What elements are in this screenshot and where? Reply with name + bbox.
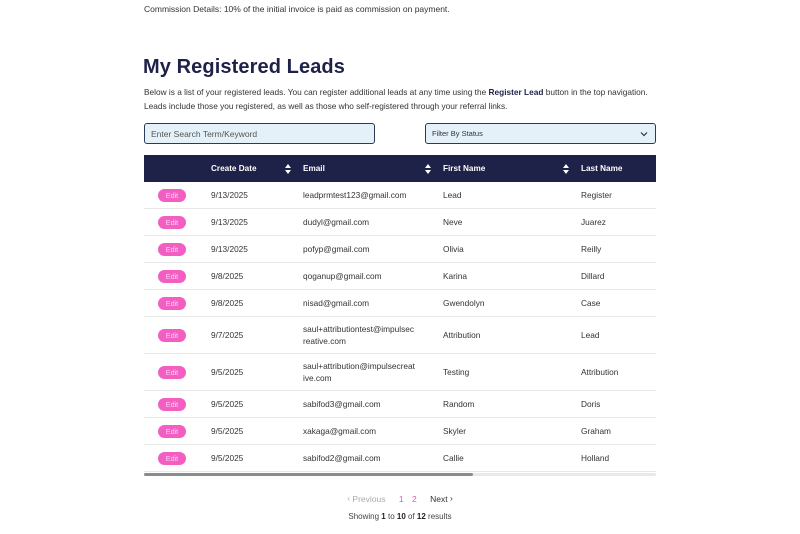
description-text-2: button in the top navigation. <box>543 87 648 97</box>
page-1-link[interactable]: 1 <box>398 493 404 504</box>
horizontal-scrollbar[interactable] <box>144 473 656 476</box>
last-name-cell: Juarez <box>581 209 656 236</box>
edit-button[interactable]: Edit <box>158 329 186 342</box>
last-name-cell: Dillard <box>581 263 656 290</box>
create-date-cell: 9/13/2025 <box>211 182 303 209</box>
email-cell: sabifod3@gmail.com <box>303 391 443 418</box>
commission-details: Commission Details: 10% of the initial invoice is paid as commission on payment. <box>144 4 450 14</box>
status-filter-value: Filter By Status <box>432 129 483 138</box>
edit-cell <box>144 290 211 317</box>
email-cell: pofyp@gmail.com <box>303 236 443 263</box>
page-title: My Registered Leads <box>143 56 345 78</box>
last-name-cell: Holland <box>581 445 656 472</box>
edit-cell <box>144 236 211 263</box>
pagination <box>0 493 800 504</box>
first-name-cell: Neve <box>443 209 581 236</box>
table-row <box>144 182 656 209</box>
sort-icon[interactable] <box>563 164 569 174</box>
create-date-cell: 9/5/2025 <box>211 354 303 391</box>
previous-page-button[interactable]: ‹ Previous <box>347 493 386 505</box>
edit-cell <box>144 182 211 209</box>
table-header-row <box>144 155 656 182</box>
email-cell: qoganup@gmail.com <box>303 263 443 290</box>
first-name-cell: Karina <box>443 263 581 290</box>
table-row <box>144 445 656 472</box>
first-name-cell: Gwendolyn <box>443 290 581 317</box>
first-name-cell: Olivia <box>443 236 581 263</box>
table-row <box>144 391 656 418</box>
edit-button[interactable]: Edit <box>158 216 186 229</box>
first-name-cell: Skyler <box>443 418 581 445</box>
edit-cell <box>144 317 211 354</box>
table-row <box>144 263 656 290</box>
edit-cell <box>144 418 211 445</box>
status-filter-select[interactable] <box>425 123 656 144</box>
last-name-cell: Lead <box>581 317 656 354</box>
edit-button[interactable]: Edit <box>158 398 186 411</box>
edit-cell <box>144 263 211 290</box>
page-2-link[interactable]: 2 <box>411 493 417 504</box>
edit-cell <box>144 209 211 236</box>
edit-cell <box>144 354 211 391</box>
sort-icon[interactable] <box>425 164 431 174</box>
edit-cell <box>144 391 211 418</box>
email-cell: leadprmtest123@gmail.com <box>303 182 443 209</box>
page-description <box>144 86 664 113</box>
create-date-cell: 9/13/2025 <box>211 236 303 263</box>
first-name-cell: Lead <box>443 182 581 209</box>
first-name-cell: Testing <box>443 354 581 391</box>
scrollbar-thumb[interactable] <box>144 473 473 476</box>
register-lead-reference: Register Lead <box>488 87 544 97</box>
sort-icon[interactable] <box>285 164 291 174</box>
edit-button[interactable]: Edit <box>158 425 186 438</box>
last-name-cell: Attribution <box>581 354 656 391</box>
email-cell: sabifod2@gmail.com <box>303 445 443 472</box>
last-name-cell: Graham <box>581 418 656 445</box>
create-date-cell: 9/8/2025 <box>211 290 303 317</box>
edit-button[interactable]: Edit <box>158 297 186 310</box>
table-row <box>144 354 656 391</box>
email-cell: saul+attributiontest@impulsec reative.com <box>303 317 443 354</box>
create-date-cell: 9/5/2025 <box>211 391 303 418</box>
create-date-cell: 9/5/2025 <box>211 445 303 472</box>
header-actions <box>144 155 211 182</box>
email-cell: dudyl@gmail.com <box>303 209 443 236</box>
create-date-cell: 9/5/2025 <box>211 418 303 445</box>
header-last-name: Last Name <box>581 155 656 182</box>
create-date-cell: 9/8/2025 <box>211 263 303 290</box>
search-input[interactable] <box>144 123 375 144</box>
last-name-cell: Case <box>581 290 656 317</box>
email-cell: saul+attribution@impulsecreat ive.com <box>303 354 443 391</box>
first-name-cell: Callie <box>443 445 581 472</box>
last-name-cell: Doris <box>581 391 656 418</box>
create-date-cell: 9/13/2025 <box>211 209 303 236</box>
last-name-cell: Reilly <box>581 236 656 263</box>
last-name-cell: Register <box>581 182 656 209</box>
email-cell: xakaga@gmail.com <box>303 418 443 445</box>
first-name-cell: Attribution <box>443 317 581 354</box>
edit-button[interactable]: Edit <box>158 270 186 283</box>
table-row <box>144 290 656 317</box>
description-line-2: Leads include those you registered, as well as those who self-registered through your referral links. <box>144 100 508 111</box>
table-row <box>144 236 656 263</box>
create-date-cell: 9/7/2025 <box>211 317 303 354</box>
header-first-name[interactable]: First Name <box>443 155 581 182</box>
edit-button[interactable]: Edit <box>158 189 186 202</box>
header-create-date[interactable]: Create Date <box>211 155 303 182</box>
edit-button[interactable]: Edit <box>158 243 186 256</box>
chevron-down-icon <box>639 129 649 139</box>
description-text: Below is a list of your registered leads. You can register additional leads at any time using the <box>144 87 489 97</box>
table-row <box>144 317 656 354</box>
edit-cell <box>144 445 211 472</box>
header-email[interactable]: Email <box>303 155 443 182</box>
table-row <box>144 209 656 236</box>
edit-button[interactable]: Edit <box>158 366 186 379</box>
leads-table <box>144 155 656 472</box>
results-count: Showing 1 to 10 of 12 results <box>348 512 452 521</box>
next-page-button[interactable]: Next › <box>430 493 453 505</box>
table-row <box>144 418 656 445</box>
edit-button[interactable]: Edit <box>158 452 186 465</box>
email-cell: nisad@gmail.com <box>303 290 443 317</box>
first-name-cell: Random <box>443 391 581 418</box>
